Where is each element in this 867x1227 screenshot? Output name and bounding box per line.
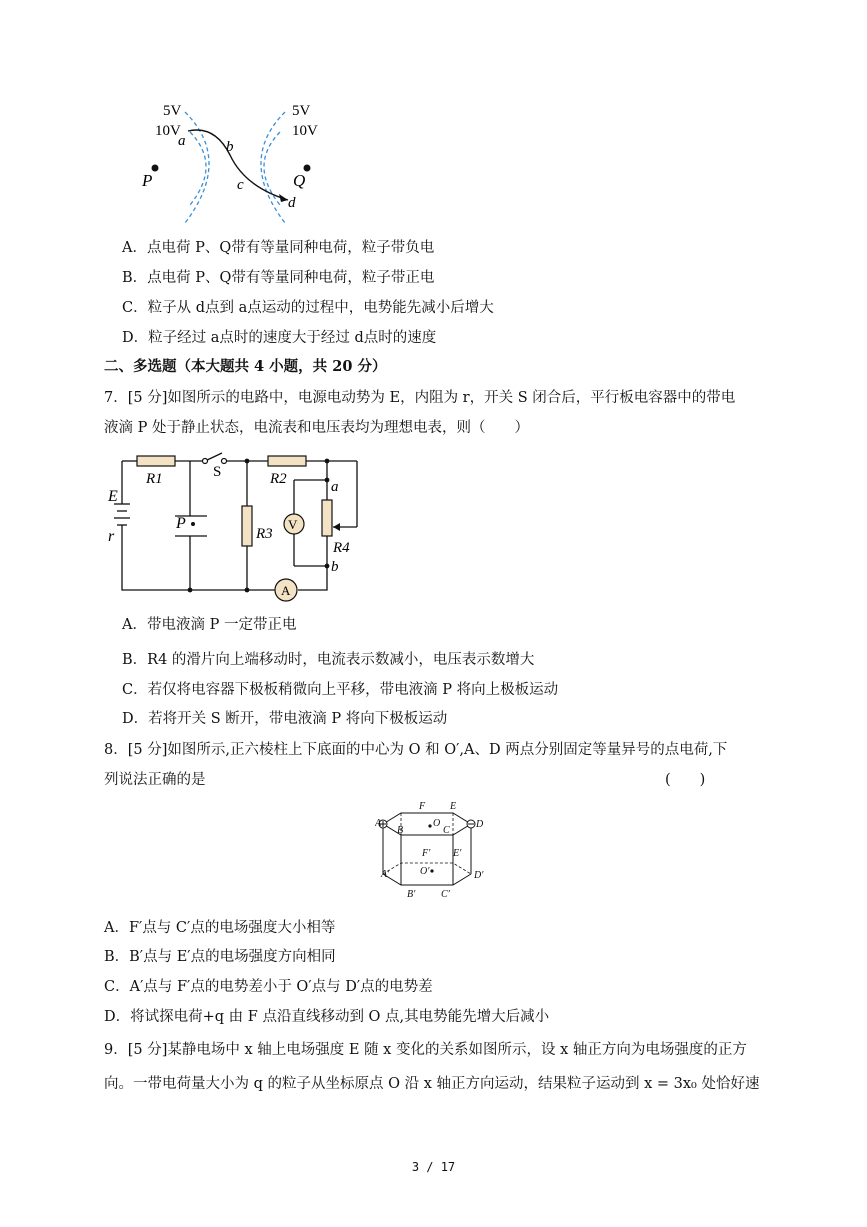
q7-circuit-diagram <box>100 448 370 606</box>
q6-option-d: D．粒子经过 a点时的速度大于经过 d点时的速度 <box>122 330 437 346</box>
q8-option-c: C．A′点与 F′点的电势差小于 O′点与 D′点的电势差 <box>104 979 433 995</box>
q7-r4-label: R4 <box>333 540 350 556</box>
q6-point-c: c <box>237 177 244 193</box>
q6-charge-p: P <box>142 171 153 190</box>
q8-vertex-b: B <box>397 825 404 836</box>
q8-option-d: D．将试探电荷+q 由 F 点沿直线移动到 O 点,其电势能先增大后减小 <box>104 1009 550 1025</box>
q8-vertex-c-prime: C′ <box>441 889 450 900</box>
page-number: 3 / 17 <box>411 1160 456 1174</box>
q7-ammeter-label: A <box>281 583 291 598</box>
q9-stem-line1: 9．[5 分]某静电场中 x 轴上电场强度 E 随 x 变化的关系如图所示，设 x 轴正方向为电场强度的正方 <box>104 1042 747 1058</box>
q8-vertex-e-prime: E′ <box>453 848 462 859</box>
q7-stem-line1: 7．[5 分]如图所示的电路中，电源电动势为 E，内阻为 r，开关 S 闭合后，平行板电容器中的带电 <box>104 390 736 406</box>
q8-vertex-f-prime: F′ <box>422 848 431 859</box>
q7-r1-label: R1 <box>146 471 163 487</box>
q7-option-b: B．R4 的滑片向上端移动时，电流表示数减小，电压表示数增大 <box>122 652 535 668</box>
q7-terminal-b: b <box>331 559 339 575</box>
q7-internal-resistance-label: r <box>108 528 115 545</box>
q7-r2-label: R2 <box>270 471 287 487</box>
q8-vertex-e: E <box>450 801 457 812</box>
q6-right-5v-label: 5V <box>292 103 311 119</box>
q7-stem-line2: 液滴 P 处于静止状态，电流表和电压表均为理想电表，则（ ） <box>104 420 529 436</box>
q8-vertex-b-prime: B′ <box>407 889 416 900</box>
q6-option-b: B．点电荷 P、Q带有等量同种电荷，粒子带正电 <box>122 270 435 286</box>
q7-terminal-a: a <box>331 479 339 495</box>
q7-option-a: A．带电液滴 P 一定带正电 <box>122 617 297 633</box>
q8-stem-line2: 列说法正确的是 <box>104 772 206 788</box>
q7-emf-label: E <box>108 488 118 505</box>
q8-vertex-d: D <box>476 819 484 830</box>
q8-option-b: B．B′点与 E′点的电场强度方向相同 <box>104 949 336 965</box>
q6-point-d: d <box>288 195 296 211</box>
q6-option-a: A．点电荷 P、Q带有等量同种电荷，粒子带负电 <box>122 240 435 256</box>
q6-left-10v-label: 10V <box>155 123 181 139</box>
q6-point-a: a <box>178 133 186 149</box>
q7-switch-label: S <box>213 464 222 480</box>
q8-vertex-f: F <box>419 801 426 812</box>
q6-charge-q: Q <box>293 171 306 190</box>
q7-droplet-label: P <box>176 515 186 532</box>
q6-field-figure <box>130 95 340 230</box>
q8-stem-line1: 8．[5 分]如图所示,正六棱柱上下底面的中心为 O 和 O′,A、D 两点分别固定等量异号的点电荷,下 <box>104 742 728 758</box>
q8-answer-paren: ( ) <box>665 772 706 788</box>
q8-vertex-d-prime: D′ <box>474 870 484 881</box>
q7-voltmeter-label: V <box>288 517 298 532</box>
q8-option-a: A．F′点与 C′点的电场强度大小相等 <box>104 920 336 936</box>
q9-stem-line2: 向。一带电荷量大小为 q 的粒子从坐标原点 O 沿 x 轴正方向运动，结果粒子运动到 x = 3x₀ 处恰好速 <box>104 1076 760 1092</box>
q6-right-10v-label: 10V <box>292 123 318 139</box>
section-2-title: 二、多选题（本大题共 4 小题，共 20 分） <box>104 358 387 375</box>
q6-left-5v-label: 5V <box>163 103 182 119</box>
q8-center-o: O <box>433 818 441 829</box>
q7-option-c: C．若仅将电容器下极板稍微向上平移，带电液滴 P 将向上极板运动 <box>122 682 559 698</box>
q6-option-c: C．粒子从 d点到 a点运动的过程中，电势能先减小后增大 <box>122 300 494 316</box>
q6-point-b: b <box>226 139 234 155</box>
q7-option-d: D．若将开关 S 断开，带电液滴 P 将向下极板运动 <box>122 711 448 727</box>
q8-hexagonal-prism-figure <box>375 796 495 904</box>
q8-center-o-prime: O′ <box>420 866 430 877</box>
q8-vertex-c: C <box>443 825 450 836</box>
q8-vertex-a: A <box>375 818 382 829</box>
q7-r3-label: R3 <box>256 526 273 542</box>
q8-vertex-a-prime: A′ <box>381 869 390 880</box>
